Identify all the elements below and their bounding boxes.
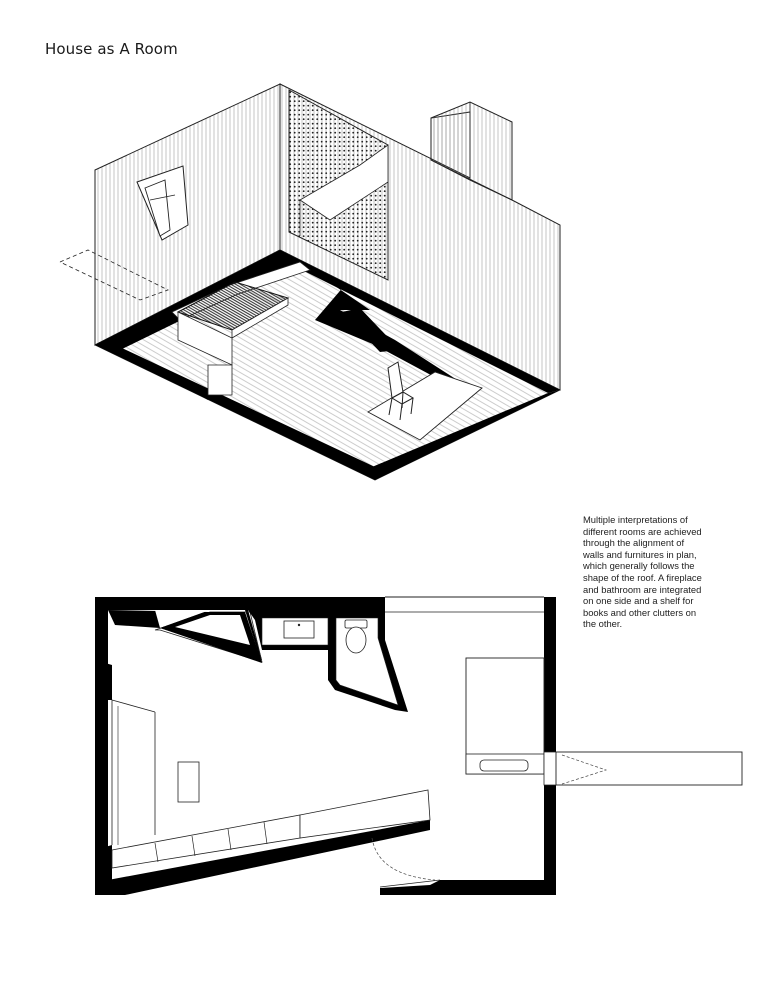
floor-plan xyxy=(95,597,742,895)
plan-wall-bottom xyxy=(380,880,556,895)
description-line: walls and furnitures in plan, xyxy=(583,548,697,560)
description-line: the other. xyxy=(583,618,623,630)
description-line: books and other clutters on xyxy=(583,606,697,618)
toilet xyxy=(345,620,367,653)
description-line: which generally follows the xyxy=(583,560,695,572)
description-line: different rooms are achieved xyxy=(583,525,702,537)
plan-wall-right xyxy=(544,597,556,752)
isometric-view xyxy=(60,84,560,480)
desk-plan xyxy=(178,762,199,802)
door-swing xyxy=(372,838,435,880)
plan-wall-top-left xyxy=(95,597,385,610)
description-line: shape of the roof. A fireplace xyxy=(583,571,702,583)
sink xyxy=(284,621,314,638)
description-line: through the alignment of xyxy=(583,537,685,549)
page-title: House as A Room xyxy=(45,40,178,58)
exterior-extension xyxy=(556,752,742,785)
description-line: Multiple interpretations of xyxy=(583,514,688,525)
description-line: and bathroom are integrated xyxy=(583,583,702,595)
description-line: on one side and a shelf for xyxy=(583,595,694,607)
